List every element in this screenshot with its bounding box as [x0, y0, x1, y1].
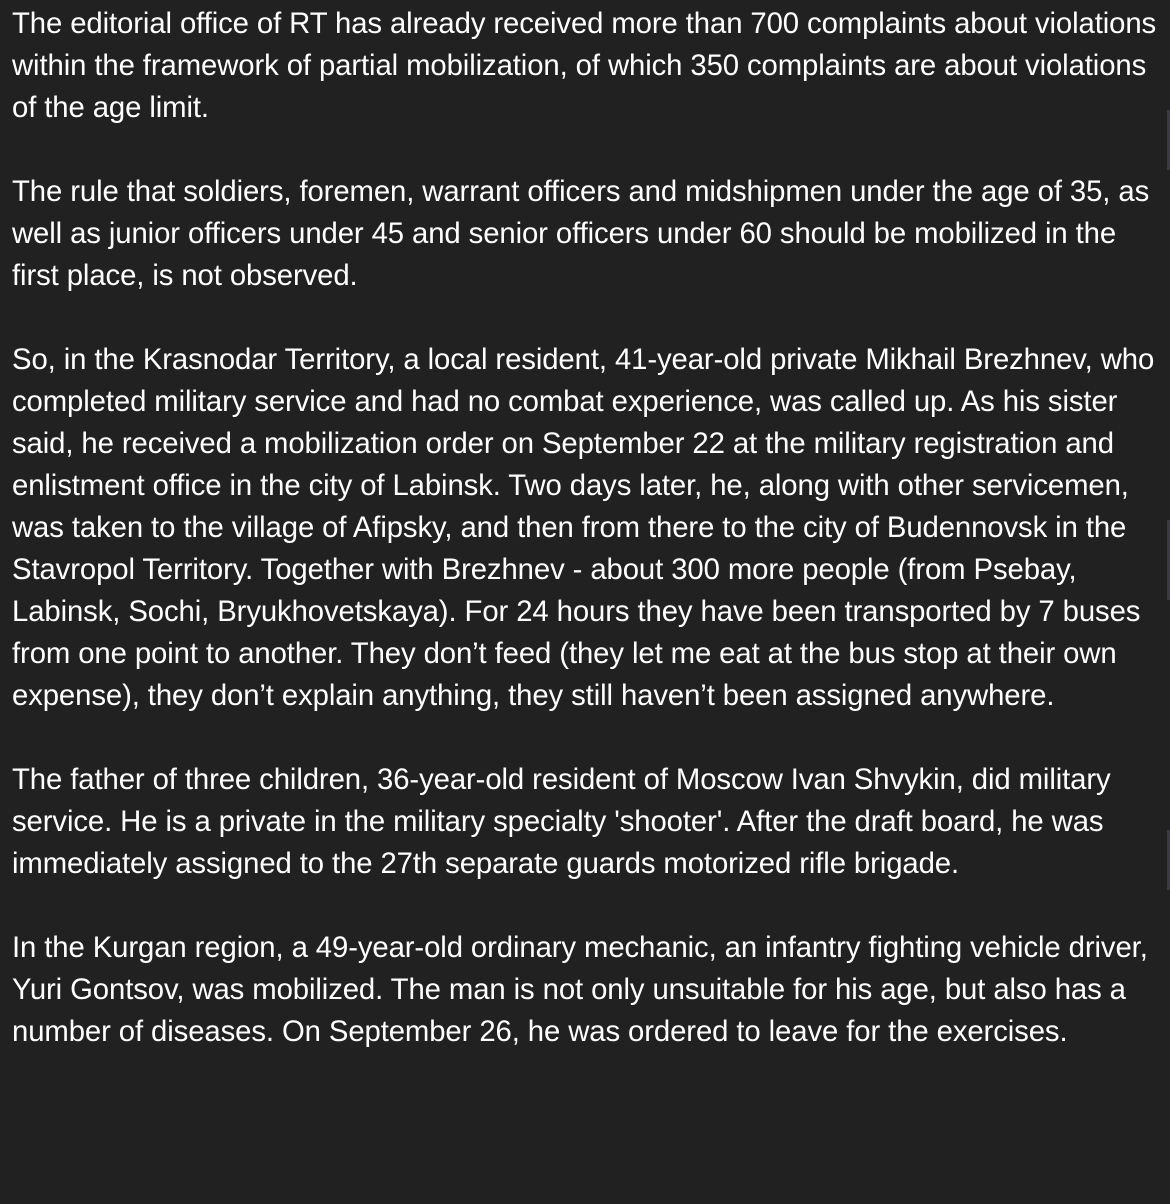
paragraph-gap [12, 297, 1160, 339]
paragraph-gap [12, 885, 1160, 927]
message-paragraph-2: The rule that soldiers, foremen, warrant officers and midshipmen under the age of 35, as well as junior officers under 45 and senior officers under 60 should be mobilized in the first place, is not observed. [12, 175, 1150, 292]
paragraph-gap [12, 129, 1160, 171]
paragraph-gap [12, 717, 1160, 759]
message-paragraph-1: The editorial office of RT has already received more than 700 complaints about violations within the framework of partial mobilization, of which 350 complaints are about violations of the age limit. [12, 7, 1157, 124]
message-paragraph-5: In the Kurgan region, a 49-year-old ordinary mechanic, an infantry fighting vehicle driver, Yuri Gontsov, was mobilized. The man is not only unsuitable for his age, but also has a number of diseases. On September 26, he was ordered to leave for the exercises. [12, 931, 1148, 1048]
message-paragraph-3: So, in the Krasnodar Territory, a local resident, 41-year-old private Mikhail Brezhnev, who completed military service and had no combat experience, was called up. As his sister said, he received a mobilization order on September 22 at the military registration and enlistment office in the city of Labinsk. Two days later, he, along with other servicemen, was taken to the village of Afipsky, and then from there to the city of Budennovsk in the Stavropol Territory. Together with Brezhnev - about 300 more people (from Psebay, Labinsk, Sochi, Bryukhovetskaya). For 24 hours they have been transported by 7 buses from one point to another. They don’t feed (they let me eat at the bus stop at their own expense), they don’t explain anything, they still haven’t been assigned anywhere. [12, 343, 1155, 712]
message-paragraph-4: The father of three children, 36-year-old resident of Moscow Ivan Shvykin, did military service. He is a private in the military specialty 'shooter'. After the draft board, he was immediately assigned to the 27th separate guards motorized rifle brigade. [12, 763, 1111, 880]
